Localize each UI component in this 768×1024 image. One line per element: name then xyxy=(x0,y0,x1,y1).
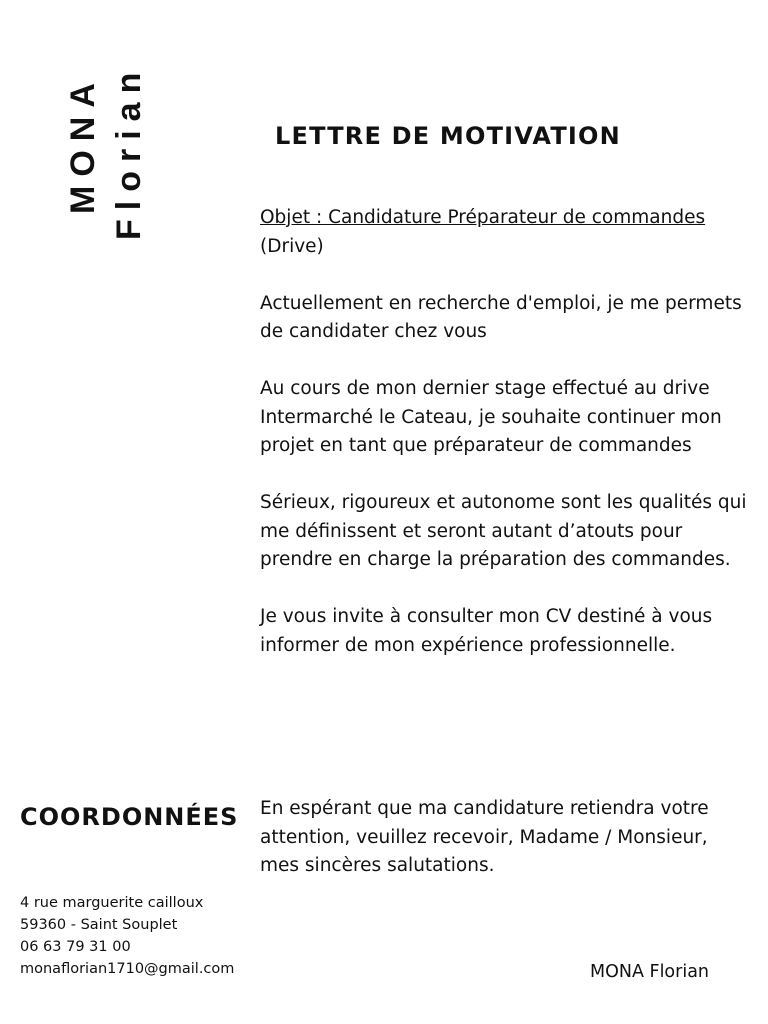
subject-paragraph xyxy=(260,204,750,261)
contact-address: 4 rue marguerite cailloux xyxy=(20,895,204,911)
first-name: Florian xyxy=(110,63,148,240)
letter-body xyxy=(260,204,750,689)
subject-suffix: (Drive) xyxy=(260,235,324,257)
paragraph-qualities: Sérieux, rigoureux et autonome sont les qualités qui me définissent et seront autant d’atouts pour prendre en charge la préparation des commandes. xyxy=(260,492,747,570)
paragraph-cv: Je vous invite à consulter mon CV destiné à vous informer de mon expérience professionnelle. xyxy=(260,606,713,656)
paragraph-internship: Au cours de mon dernier stage effectué au drive Intermarché le Cateau, je souhaite continuer mon projet en tant que préparateur de commandes xyxy=(260,378,722,456)
vertical-name xyxy=(64,63,156,242)
closing-paragraph: En espérant que ma candidature retiendra votre attention, veuillez recevoir, Madame / Monsieur, mes sincères salutations. xyxy=(260,798,709,876)
contacts-block xyxy=(20,892,234,980)
contact-city: 59360 - Saint Souplet xyxy=(20,917,178,933)
paragraph-intro: Actuellement en recherche d'emploi, je me permets de candidater chez vous xyxy=(260,292,742,342)
contacts-title: COORDONNÉES xyxy=(20,803,239,831)
letter-title: LETTRE DE MOTIVATION xyxy=(275,122,621,150)
last-name: MONA xyxy=(64,74,102,214)
subject-line: Objet : Candidature Préparateur de commandes xyxy=(260,207,706,228)
contact-email: monaflorian1710@gmail.com xyxy=(20,961,235,977)
signature: MONA Florian xyxy=(590,962,710,982)
contact-phone: 06 63 79 31 00 xyxy=(20,939,131,955)
